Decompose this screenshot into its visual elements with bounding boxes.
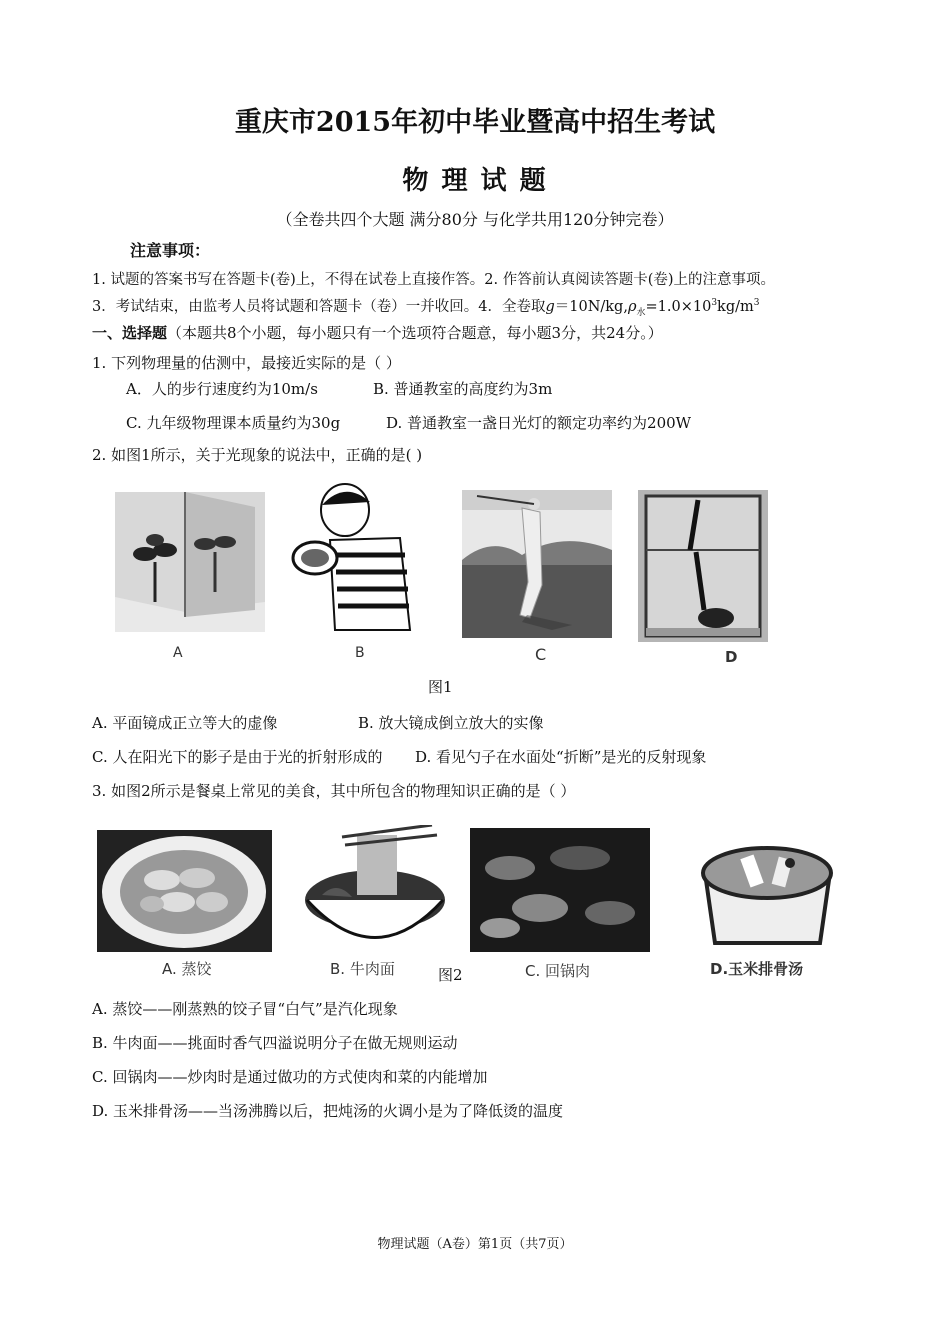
fig2-photo-b (297, 825, 452, 955)
fig1-label-b: B (355, 645, 365, 661)
fig2-photo-c (470, 828, 650, 952)
q1-option-b: B. 普通教室的高度约为3m (373, 380, 553, 398)
fig1-photo-c (462, 490, 612, 638)
exam-info: （全卷共四个大题 满分80分 与化学共用120分钟完卷） (276, 210, 674, 229)
q1-option-c: C. 九年级物理课本质量约为30g (126, 414, 341, 432)
fig1-photo-b (290, 480, 440, 638)
q2-stem: 2. 如图1所示，关于光现象的说法中，正确的是( ) (92, 446, 423, 464)
q3-option-b: B. 牛肉面——挑面时香气四溢说明分子在做无规则运动 (92, 1034, 458, 1052)
section-heading: 一、选择题（本题共8个小题，每小题只有一个选项符合题意，每小题3分，共24分。） (92, 324, 663, 342)
q2-option-a: A. 平面镜成正立等大的虚像 (92, 714, 278, 732)
q1-option-d: D. 普通教室一盏日光灯的额定功率约为200W (386, 414, 692, 432)
page-footer: 物理试题（A卷）第1页（共7页） (377, 1237, 573, 1252)
notes-line-2: 3．考试结束，由监考人员将试题和答题卡（卷）一并收回。4．全卷取$g=10N/kg,\rho_水=1.0\times 10^3kg/m^3$ (92, 298, 760, 318)
fig1-label-c: C (535, 645, 547, 664)
fig1-label-d: D (725, 648, 738, 666)
fig1-label-a: A (173, 645, 183, 661)
q2-option-c: C. 人在阳光下的影子是由于光的折射形成的 (92, 748, 383, 766)
fig1-photo-d (638, 490, 768, 642)
exam-subtitle: 物 理 试 题 (402, 166, 548, 196)
fig1-photo-a (115, 492, 265, 632)
fig2-label-c: C. 回锅肉 (525, 962, 591, 980)
q3-stem: 3. 如图2所示是餐桌上常见的美食，其中所包含的物理知识正确的是（ ） (92, 782, 576, 800)
figure-2 (92, 820, 852, 985)
exam-title: 重庆市2015年初中毕业暨高中招生考试 (234, 107, 716, 138)
q1-stem: 1. 下列物理量的估测中，最接近实际的是（ ） (92, 354, 401, 372)
fig2-photo-d (690, 828, 845, 952)
q1-option-a: A．人的步行速度约为10m/s (126, 380, 318, 398)
q3-option-d: D. 玉米排骨汤——当汤沸腾以后，把炖汤的火调小是为了降低烫的温度 (92, 1102, 564, 1120)
fig1-caption: 图1 (428, 678, 453, 696)
notes-line-1: 1. 试题的答案书写在答题卡(卷)上，不得在试卷上直接作答。2. 作答前认真阅读答题卡(卷)上的注意事项。 (92, 272, 776, 288)
fig2-caption: 图2 (438, 966, 463, 984)
notes-heading: 注意事项： (130, 241, 211, 260)
fig2-label-b: B. 牛肉面 (330, 960, 395, 978)
q3-option-a: A. 蒸饺——刚蒸熟的饺子冒“白气”是汽化现象 (92, 1000, 398, 1018)
fig2-label-d: D.玉米排骨汤 (710, 960, 804, 978)
q2-option-b: B. 放大镜成倒立放大的实像 (358, 714, 544, 732)
q2-option-d: D. 看见勺子在水面处“折断”是光的反射现象 (415, 748, 707, 766)
figure-1 (110, 480, 830, 670)
q3-option-c: C. 回锅肉——炒肉时是通过做功的方式使肉和菜的内能增加 (92, 1068, 488, 1086)
fig2-photo-a (97, 830, 272, 952)
fig2-label-a: A. 蒸饺 (162, 960, 212, 978)
